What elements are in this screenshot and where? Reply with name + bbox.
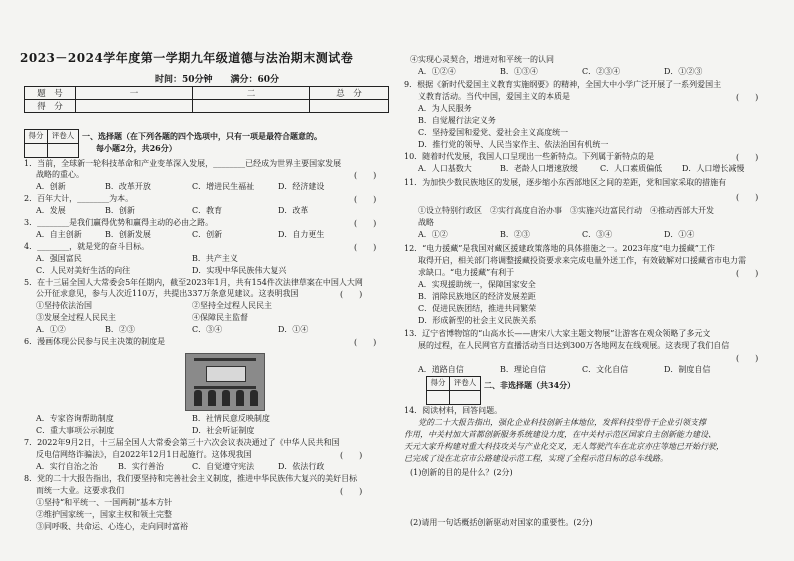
- grader2-name-cell[interactable]: [450, 391, 481, 405]
- q2-opt-a: A．发展: [36, 206, 66, 215]
- q5-opt-b: B．②③: [105, 325, 135, 334]
- q1-answer[interactable]: ( ): [354, 171, 377, 180]
- q5-item-4: ④保障民主监督: [192, 313, 248, 322]
- q5-stem: 5．在十三届全国人大常委会5年任期内，截至2023年1月，共有154件次法律草案在中国人大网: [24, 278, 363, 287]
- q9-opt-b: B．自觉履行法定义务: [418, 116, 496, 125]
- q8-item-1: ①坚持“和平统一、一国两制”基本方针: [36, 498, 173, 507]
- q2-opt-d: D．改革: [278, 206, 309, 215]
- q7-opt-c: C．自觉遵守宪法: [192, 462, 255, 471]
- q1-opt-d: D．经济建设: [278, 182, 325, 191]
- q1-opt-b: B．改革开放: [105, 182, 151, 191]
- q5-opt-a: A．①②: [36, 325, 66, 334]
- q11-opt-a: A．①②: [418, 230, 448, 239]
- q11-stem: 11．为加快少数民族地区的发展，逐步缩小东西部地区之间的差距，党和国家采取的措施有: [404, 178, 727, 187]
- q3-answer[interactable]: ( ): [354, 219, 377, 228]
- q10-opt-d: D．人口增长减慢: [682, 164, 745, 173]
- q3-opt-c: C．创新: [192, 230, 223, 239]
- q12-opt-a: A．实现援助统一，保障国家安全: [418, 280, 536, 289]
- q12-opt-d: D．形成新型的社会主义民族关系: [418, 316, 537, 325]
- q9-opt-c: C．坚持爱国和爱党、爱社会主义高度统一: [418, 128, 569, 137]
- q13-opt-c: C．文化自信: [582, 365, 629, 374]
- exam-title: 2023－2024学年度第一学期九年级道德与法治期末测试卷: [20, 51, 354, 65]
- q11-opt-d: D．①④: [664, 230, 695, 239]
- q13-opt-d: D．制度自信: [664, 365, 711, 374]
- q12-opt-b: B．消除民族地区的经济发展差距: [418, 292, 536, 301]
- q1-stem2: 战略的重心。: [36, 170, 84, 179]
- q2-stem: 2．百年大计，________为本。: [24, 194, 134, 203]
- q13-answer[interactable]: ( ): [736, 354, 759, 363]
- q13-stem2: 展的过程，在人民网官方直播活动当日达到300万各地网友在线观展。这表现了我们自信: [418, 341, 730, 350]
- q7-stem: 7．2022年9月2日，十三届全国人大常委会第三十六次会议表决通过了《中华人民共和国: [24, 438, 340, 447]
- q1-opt-c: C．增进民生福祉: [192, 182, 255, 191]
- q9-stem2: 义教育活动。当代中国，爱国主义的本质是: [418, 92, 570, 101]
- q5-opt-d: D．①④: [278, 325, 309, 334]
- q11-opt-b: B．②③: [500, 230, 530, 239]
- q14-material-1: 党的二十大报告指出，强化企业科技创新主体地位，发挥科技型骨干企业引领支撑: [418, 418, 706, 427]
- q6-opt-a: A．专家咨询帮助制度: [36, 414, 114, 423]
- q5-stem2: 公开征求意见，参与人次近110万，共提出337万条意见建议。这表明我国: [36, 289, 299, 298]
- q7-opt-b: B．实行善治: [118, 462, 164, 471]
- q5-item-3: ③发展全过程人民民主: [36, 313, 116, 322]
- grader-score-label: 得分: [25, 130, 48, 144]
- score-cell-total[interactable]: [310, 100, 389, 113]
- q11-answer[interactable]: ( ): [736, 193, 759, 202]
- q7-answer[interactable]: ( ): [340, 451, 363, 460]
- q3-opt-b: B．创新发展: [105, 230, 151, 239]
- grader-name-label: 评卷人: [48, 130, 79, 144]
- score-row-label: 得 分: [25, 100, 76, 113]
- q8-item-2: ②维护国家统一，国家主权和领土完整: [36, 510, 172, 519]
- section2-title: 二、非选择题（共34分）: [484, 380, 576, 390]
- q12-answer[interactable]: ( ): [736, 269, 759, 278]
- q5-item-2: ②坚持全过程人民民主: [192, 301, 272, 310]
- score-cell-1[interactable]: [76, 100, 193, 113]
- q14-stem: 14．阅读材料，回答问题。: [404, 406, 503, 415]
- q8-stem2: 而统一大业。这要求我们: [36, 486, 124, 495]
- q9-stem: 9．根据《新时代爱国主义教育实施纲要》的精神，全国大中小学广泛开展了一系列爱国主: [404, 80, 722, 89]
- q5-answer[interactable]: ( ): [340, 290, 363, 299]
- q6-opt-b: B．社情民意反映制度: [192, 414, 270, 423]
- q8-stem: 8．党的二十大报告指出，我们要坚持和完善社会主义制度，推进中华民族伟大复兴的美好目标: [24, 474, 358, 483]
- q11-opt-c: C．③④: [582, 230, 613, 239]
- grader-score-cell[interactable]: [25, 144, 48, 158]
- q4-opt-d: D．实现中华民族伟大复兴: [192, 266, 287, 275]
- q6-stem: 6．漫画体现公民参与民主决策的制度是: [24, 337, 166, 346]
- q7-stem2: 反电信网络诈骗法》，自2022年12月1日起施行。这体现我国: [36, 450, 252, 459]
- q14-material-2: 作用，中关村加大首都创新服务系统建设力度，在中关村示范区国家自主创新能力建设、: [404, 430, 716, 439]
- q14-material-4: 已完成了设在北京市公路建设示范工程，实现了全程示范目标的总车线路。: [404, 454, 668, 463]
- q14-ask-1: (1)创新的目的是什么？(2分): [410, 468, 513, 477]
- score-table: [24, 86, 389, 113]
- q4-opt-c: C．人民对美好生活的向往: [36, 266, 131, 275]
- q9-opt-a: A．为人民服务: [418, 104, 472, 113]
- grader2-name-label: 评卷人: [450, 377, 481, 391]
- q10-answer[interactable]: ( ): [736, 153, 759, 162]
- q12-stem3: 求缺口。“电力援藏”有利于: [418, 268, 515, 277]
- q14-material-3: 天元大家升构建对重大科技攻关与产业化交叉，无人驾驶汽车在北京亦庄等地已开始行驶，: [404, 442, 724, 451]
- q2-opt-b: B．创新: [105, 206, 135, 215]
- cartoon-image: [185, 353, 265, 411]
- q13-opt-b: B．理论自信: [500, 365, 546, 374]
- grader2-score-label: 得分: [427, 377, 450, 391]
- q10-opt-c: C．人口素质偏低: [600, 164, 663, 173]
- score-header-total: 总 分: [310, 87, 389, 100]
- q12-opt-c: C．促进民族团结，推进共同繁荣: [418, 304, 537, 313]
- q4-stem: 4．________，就是党的奋斗目标。: [24, 242, 150, 251]
- section1-title: 一、选择题（在下列各题的四个选项中，只有一项是最符合题意的。: [82, 131, 322, 141]
- grader2-score-cell[interactable]: [427, 391, 450, 405]
- score-header-2: 二: [193, 87, 310, 100]
- score-header-label: 题 号: [25, 87, 76, 100]
- grader-box-1: [24, 129, 79, 158]
- q1-stem: 1．当前，全球新一轮科技革命和产业变革深入发展，________已经成为世界主要国家发展: [24, 159, 342, 168]
- q11-items-2: 战略: [418, 218, 434, 227]
- grader-box-2: [426, 376, 481, 405]
- q10-opt-a: A．人口基数大: [418, 164, 472, 173]
- q6-opt-c: C．重大事项公示制度: [36, 426, 115, 435]
- q7-opt-a: A．实行自治之治: [36, 462, 98, 471]
- r0-opt-c: C．②③④: [582, 67, 621, 76]
- q3-stem: 3．________是我们赢得优势和赢得主动的必由之路。: [24, 218, 214, 227]
- q2-opt-c: C．教育: [192, 206, 223, 215]
- q6-answer[interactable]: ( ): [354, 338, 377, 347]
- section1-sub: 每小题2分，共26分）: [96, 143, 177, 153]
- q4-opt-b: B．共产主义: [192, 254, 238, 263]
- r0-opt-a: A．①②④: [418, 67, 456, 76]
- q11-items: ①设立特别行政区 ②实行高度自治办事 ③实施兴边富民行动 ④推动西部大开发: [418, 206, 714, 215]
- q8-item-3: ③同呼吸、共命运、心连心，走向同时富裕: [36, 522, 188, 531]
- q12-stem: 12．“电力援藏”是我国对藏区援建政策落地的具体措施之一。2023年度“电力援藏”工作: [404, 244, 715, 253]
- q7-opt-d: D．依法行政: [278, 462, 325, 471]
- score-cell-2[interactable]: [193, 100, 310, 113]
- q9-answer[interactable]: ( ): [736, 93, 759, 102]
- q14-ask-2: (2)请用一句话概括创新驱动对国家的重要性。(2分): [410, 518, 593, 527]
- q13-stem: 13．辽宁省博物馆的“山高水长——唐宋八大家主题文物展”让游客在观众领略了多元文: [404, 329, 711, 338]
- q3-opt-a: A．自主创新: [36, 230, 82, 239]
- q5-opt-c: C．③④: [192, 325, 223, 334]
- q5-item-1: ①坚持依法治国: [36, 301, 92, 310]
- q6-opt-d: D．社会听证制度: [192, 426, 255, 435]
- r0-opt-b: B．①③④: [500, 67, 538, 76]
- q2-answer[interactable]: ( ): [354, 195, 377, 204]
- q13-opt-a: A．道路自信: [418, 365, 464, 374]
- q9-opt-d: D．推行党的领导、人民当家作主、依法治国有机统一: [418, 140, 609, 149]
- exam-meta: 时间：50分钟 满分：60分: [155, 75, 280, 85]
- q8-answer[interactable]: ( ): [340, 487, 363, 496]
- q10-stem: 10．随着时代发展，我国人口呈现出一些新特点。下列属于新特点的是: [404, 152, 655, 161]
- r0-item: ④实现心灵契合，增进对和平统一的认同: [410, 55, 554, 64]
- q1-opt-a: A．创新: [36, 182, 66, 191]
- q4-answer[interactable]: ( ): [354, 243, 377, 252]
- q10-opt-b: B．老龄人口增速放缓: [500, 164, 578, 173]
- grader-name-cell[interactable]: [48, 144, 79, 158]
- q3-opt-d: D．自力更生: [278, 230, 325, 239]
- q4-opt-a: A．强国富民: [36, 254, 82, 263]
- r0-opt-d: D．①②③: [664, 67, 703, 76]
- q12-stem2: 取得开启，相关部门将调整援藏投资要求来完成电量外送工作，有效破解对口援藏省市电力需: [418, 256, 746, 265]
- score-header-1: 一: [76, 87, 193, 100]
